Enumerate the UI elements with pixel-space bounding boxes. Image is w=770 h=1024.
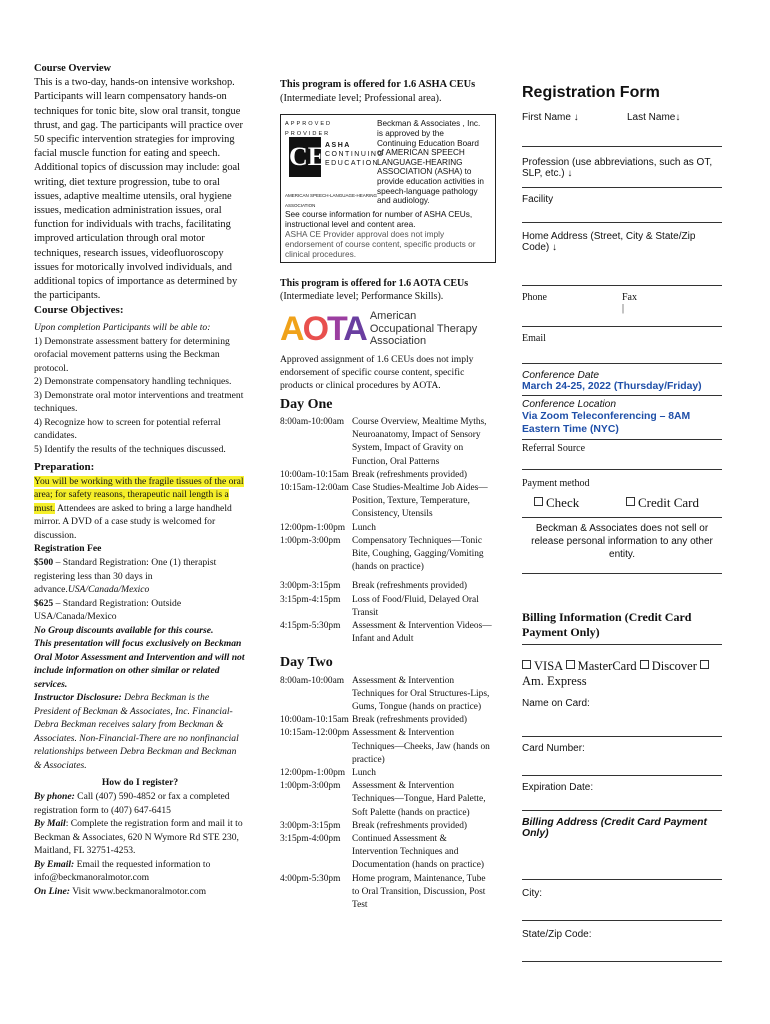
schedule-row: 12:00pm-1:00pm Lunch: [280, 522, 376, 533]
email-field[interactable]: Email: [522, 327, 722, 364]
asha-box-text: Beckman & Associates , Inc. is approved by the Continuing Education Board of AMERICAN SPEECH LANGUAGE-HEARING ASSOCIATION (ASHA) to provide education activities in speech-language pathology and audiology.: [377, 119, 484, 206]
payment-method-label: Payment method: [522, 478, 590, 489]
no-group-discounts: No Group discounts available for this course.: [34, 624, 214, 636]
aota-name-line: Association: [369, 335, 427, 347]
objective-item: 3) Demonstrate oral motor interventions and treatment techniques.: [34, 389, 244, 415]
register-online: [34, 885, 246, 899]
course-overview-text: This is a two-day, hands-on intensive workshop. Participants will learn compensatory hands-on techniques for tonic bite, slow oral transit, tongue thrust, and gag. The participants will practice over 50 specific intervention strategies for improving facial muscle function for eating and speech. Additional topics of discussion may include: goal writing, diet texture progression, tube to oral issues, adaptive mealtime utensils, oral hygiene issues, medication administration issues, oral function for individuals with trachs, facilitating improved articulation through oral motor techniques, research issues, videofluoroscopy issues for motorically involved individuals, and additional topics of importance as determined by the participants.: [34, 77, 243, 302]
aota-logo-block: [280, 309, 492, 349]
profession-field[interactable]: Profession (use abbreviations, such as OT, SLP, etc.) ↓: [522, 147, 722, 188]
card-number-field[interactable]: Card Number:: [522, 737, 722, 776]
name-on-card-field[interactable]: Name on Card:: [522, 695, 722, 737]
asha-ce-mark: CE: [289, 137, 321, 177]
day-two-title: Day Two: [280, 655, 333, 671]
schedule-row: 3:15pm-4:15pm Loss of Food/Fluid, Delayed Oral Transit: [280, 594, 479, 618]
schedule-row: 10:15am-12:00am Case Studies-Mealtime Job Aides—Position, Texture, Temperature, Consistency, Utensils: [280, 482, 488, 520]
preparation-title: Preparation:: [34, 461, 95, 474]
city-field[interactable]: City:: [522, 880, 722, 921]
conference-date-label: Conference Date: [522, 370, 600, 381]
registration-fee-title: Registration Fee: [34, 543, 102, 555]
asha-logo-word: ASHA: [325, 142, 351, 150]
aota-heading: This program is offered for 1.6 AOTA CEUs: [280, 277, 469, 289]
objective-item: 2) Demonstrate compensatory handling techniques.: [34, 376, 232, 388]
schedule-row: 10:00am-10:15am Break (refreshments provided): [280, 715, 468, 726]
objectives-intro: Upon completion Participants will be able to:: [34, 321, 211, 333]
payment-method-options: [534, 495, 722, 511]
phone-text: Call (407) 590-4852 or fax a completed registration form to (407) 647-6415: [34, 791, 230, 816]
aota-name-line: American: [369, 310, 417, 322]
asha-heading: This program is offered for 1.6 ASHA CEUs: [280, 79, 476, 90]
state-zip-field[interactable]: State/Zip Code:: [522, 921, 722, 962]
registration-form-title: Registration Form: [522, 84, 660, 101]
phone-fax-row: [522, 290, 722, 327]
name-row: [522, 110, 722, 147]
aota-logo: AOTA: [280, 309, 366, 348]
billing-address-field[interactable]: Billing Address (Credit Card Payment Only): [522, 811, 722, 880]
how-register-title: How do I register?: [101, 777, 179, 789]
schedule-row: 3:15pm-4:00pm Continued Assessment & Intervention Techniques and Documentation (hands on practice): [280, 834, 484, 871]
day-two-schedule: [280, 675, 492, 913]
day-one-title: Day One: [280, 396, 333, 412]
preparation-highlight: You will be working with the fragile tissues of the oral area; for safety reasons, therapeutic nail length is a must.: [34, 475, 244, 514]
schedule-row: 1:00pm-3:00pm Assessment & Intervention Techniques—Tongue, Hard Palette, Soft Palette (hands on practice): [280, 781, 486, 818]
asha-box-disclaimer: ASHA CE Provider approval does not imply endorsement of course content, specific products or clinical procedures.: [285, 228, 476, 259]
checkbox[interactable]: [640, 660, 649, 669]
asha-logo-foot: AMERICAN SPEECH-LANGUAGE-HEARING ASSOCIATION: [285, 193, 378, 209]
checkbox[interactable]: [700, 660, 709, 669]
fax-cursor: |: [622, 303, 625, 314]
first-name-field[interactable]: First Name ↓: [522, 112, 579, 123]
schedule-row: 4:15pm-5:30pm Assessment & Intervention Videos—Infant and Adult: [280, 621, 492, 645]
schedule-row: 8:00am-10:00am Assessment & Intervention Techniques for Oral Structures-Lips, Gums, Tongue (hands on practice): [280, 675, 490, 713]
aota-level: (Intermediate level; Performance Skills).: [280, 290, 444, 302]
focus-statement: This presentation will focus exclusively on Beckman Oral Motor Assessment and Intervention and will not include information on other similar or related services.: [34, 638, 245, 690]
objective-item: 1) Demonstrate assessment battery for determining orofacial movement patterns using the Beckman protocol.: [34, 335, 230, 374]
asha-level: (Intermediate level; Professional area).: [280, 93, 442, 105]
day-one-schedule: [280, 416, 492, 646]
fee-standard-amount: $500: [34, 557, 54, 569]
fee-standard-text: – Standard Registration: One (1) therapist registering less than 30 days in advance.: [34, 557, 217, 596]
asha-box-see: See course information for number of ASHA CEUs, instructional level and content area.: [285, 208, 473, 229]
register-by-phone: [34, 790, 246, 817]
aota-note: Approved assignment of 1.6 CEUs does not imply endorsement of specific course content, specific products or clinical procedures by AOTA.: [280, 353, 474, 391]
mail-label: By Mail: [34, 818, 66, 830]
online-text: Visit www.beckmanoralmotor.com: [69, 885, 207, 897]
payment-credit-option[interactable]: Credit Card: [626, 495, 699, 511]
course-overview-title: Course Overview: [34, 63, 112, 74]
schedule-row: 10:00am-10:15am Break (refreshments provided): [280, 469, 468, 480]
schedule-row: 4:00pm-5:30pm Home program, Maintenance, Tube to Oral Transition, Discussion, Post Test: [280, 873, 486, 911]
fax-field[interactable]: [622, 290, 722, 326]
conference-location-label: Conference Location: [522, 399, 617, 410]
conference-date: March 24-25, 2022 (Thursday/Friday): [522, 381, 722, 396]
checkbox[interactable]: [522, 660, 531, 669]
facility-field[interactable]: Facility: [522, 188, 722, 223]
objectives-list: [34, 335, 246, 457]
fee-outside-amount: $625: [34, 597, 54, 609]
register-by-email: [34, 858, 246, 885]
objective-item: 4) Recognize how to screen for potential referral candidates.: [34, 416, 221, 442]
mail-text: : Complete the registration form and mail it to Beckman & Associates, 620 N Wymore Rd STE 230, Maitland, FL 32751-4253.: [34, 818, 243, 857]
preparation-note: Attendees are asked to bring a large handheld mirror. A DVD of a case study is welcomed for discussion.: [34, 502, 232, 541]
expiration-date-field[interactable]: Expiration Date:: [522, 776, 722, 811]
card-option-amex[interactable]: Am. Express: [522, 659, 712, 688]
objective-item: 5) Identify the results of the techniques discussed.: [34, 443, 226, 455]
online-label: On Line:: [34, 885, 70, 897]
aota-heading-line: [280, 277, 492, 303]
register-by-mail: [34, 817, 246, 858]
referral-source-field[interactable]: Referral Source: [522, 440, 722, 470]
accreditation-schedule-column: [280, 78, 492, 912]
checkbox[interactable]: [534, 497, 543, 506]
fee-outside: [34, 597, 246, 624]
card-type-options: [522, 659, 722, 689]
fee-standard-region: USA/Canada/Mexico: [67, 584, 150, 596]
asha-approval-box: [280, 114, 496, 262]
course-objectives-title: Course Objectives:: [34, 304, 124, 317]
schedule-row: 10:15am-12:00pm Assessment & Intervention Techniques—Cheeks, Jaw (hands on practice): [280, 728, 490, 765]
asha-approved-text: APPROVED PROVIDER: [285, 121, 333, 138]
preparation-text: [34, 475, 246, 543]
schedule-row: 3:00pm-3:15pm Break (refreshments provided): [280, 820, 468, 831]
instructor-disclosure: [34, 691, 246, 772]
fee-standard: [34, 556, 246, 597]
checkbox[interactable]: [566, 660, 575, 669]
registration-form: [522, 84, 722, 962]
card-option-discover[interactable]: Discover: [640, 659, 697, 673]
fee-outside-text: – Standard Registration: Outside USA/Canada/Mexico: [34, 597, 182, 623]
schedule-row: 8:00am-10:00am Course Overview, Mealtime Myths, Neuroanatomy, Impact of Sensory System, Impact of Gravity on Function, Oral Patterns: [280, 416, 487, 467]
conference-location: Via Zoom Teleconferencing – 8AM Eastern Time (NYC): [522, 410, 722, 440]
asha-logo: [285, 119, 385, 209]
disclosure-label: Instructor Disclosure:: [34, 692, 122, 704]
conference-info: [522, 370, 722, 440]
schedule-row: 3:00pm-3:15pm Break (refreshments provided): [280, 581, 468, 592]
phone-field[interactable]: Phone: [522, 292, 547, 303]
aota-name-line: Occupational Therapy: [369, 322, 478, 335]
schedule-row: 12:00pm-1:00pm Lunch: [280, 768, 376, 779]
phone-label: By phone:: [34, 791, 75, 803]
asha-logo-word: CONTINUING: [325, 151, 385, 159]
home-address-field[interactable]: Home Address (Street, City & State/Zip Code) ↓: [522, 223, 722, 286]
payment-check-option[interactable]: Check: [534, 495, 626, 511]
disclosure-text: Debra Beckman is the President of Beckman & Associates, Inc. Financial- Debra Beckman receives salary from Beckman & Associates. Non-Financial-There are no nonfinancial relationships between Debra Beckman and Beckman & Associates.: [34, 692, 239, 771]
email-label: By Email:: [34, 858, 75, 870]
card-option-mastercard[interactable]: MasterCard: [566, 659, 637, 673]
last-name-field[interactable]: Last Name↓: [627, 112, 681, 123]
email-text: Email the requested information to info@beckmanoralmotor.com: [34, 858, 211, 884]
billing-info-title: Billing Information (Credit Card Payment Only): [522, 610, 722, 645]
fax-label: Fax: [622, 292, 637, 303]
course-info-column: [34, 62, 246, 898]
card-option-visa[interactable]: VISA: [522, 659, 562, 673]
schedule-row: 1:00pm-3:00pm Compensatory Techniques—Tonic Bite, Coughing, Gagging/Vomiting (hands on practice): [280, 535, 484, 573]
checkbox[interactable]: [626, 497, 635, 506]
asha-logo-word: EDUCATION: [325, 160, 380, 168]
privacy-notice: Beckman & Associates does not sell or release personal information to any other entity.: [522, 517, 722, 574]
